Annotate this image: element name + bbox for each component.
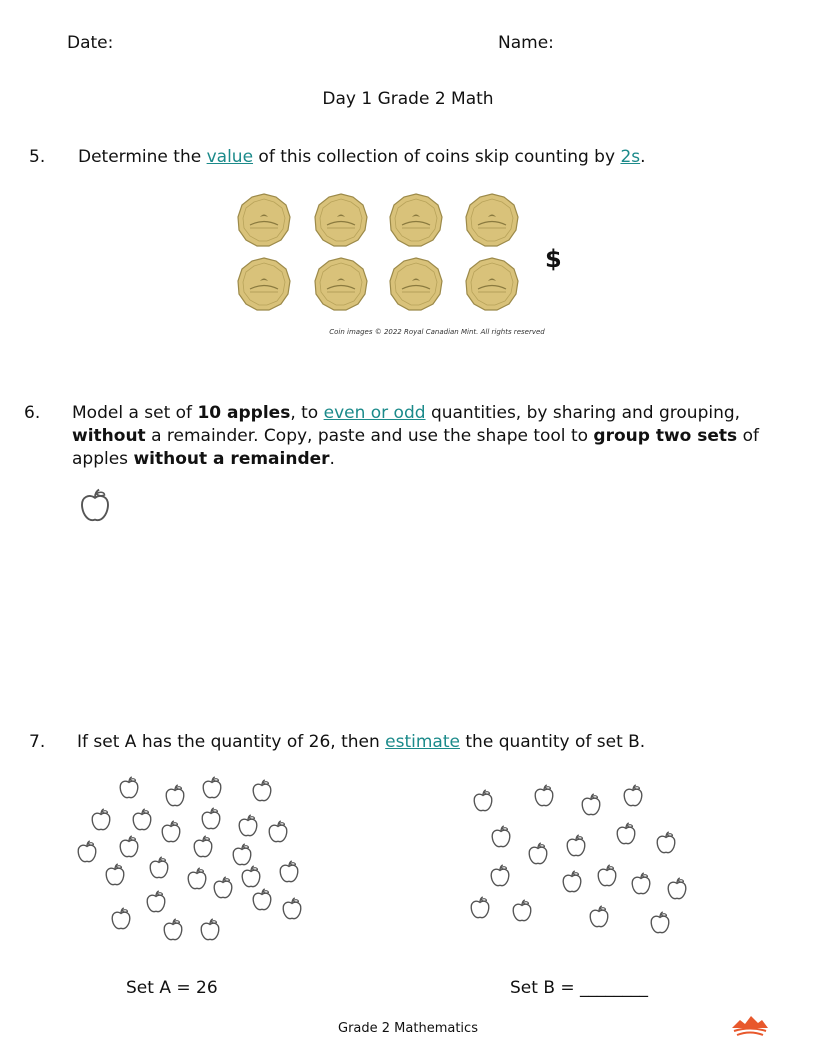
apple-icon bbox=[90, 808, 112, 832]
footer-text: Grade 2 Mathematics bbox=[338, 1021, 478, 1036]
loonie-coin-icon bbox=[388, 256, 444, 312]
coin-image-credit: Coin images © 2022 Royal Canadian Mint. All rights reserved bbox=[329, 328, 545, 336]
apple-icon bbox=[118, 776, 140, 800]
apple-icon bbox=[527, 842, 549, 866]
dollar-answer-field[interactable]: $ bbox=[545, 245, 562, 273]
apple-icon bbox=[649, 911, 671, 935]
apple-icon bbox=[162, 918, 184, 942]
question-5-text: Determine the value of this collection of coins skip counting by 2s. bbox=[78, 147, 646, 167]
apple-icon bbox=[267, 820, 289, 844]
apple-icon bbox=[76, 840, 98, 864]
set-b-answer-blank[interactable]: ________ bbox=[580, 978, 649, 998]
page-title: Day 1 Grade 2 Math bbox=[322, 89, 494, 109]
apple-icon bbox=[200, 807, 222, 831]
apple-icon bbox=[237, 814, 259, 838]
set-a-apples bbox=[70, 770, 310, 950]
apple-icon bbox=[469, 896, 491, 920]
apple-icon bbox=[588, 905, 610, 929]
question-5-number: 5. bbox=[29, 147, 46, 167]
apple-icon bbox=[565, 834, 587, 858]
apple-icon bbox=[278, 860, 300, 884]
apple-icon bbox=[655, 831, 677, 855]
set-b-apples bbox=[460, 775, 700, 945]
even-or-odd-link[interactable]: even or odd bbox=[323, 403, 426, 423]
apple-icon bbox=[201, 776, 223, 800]
apple-icon bbox=[622, 784, 644, 808]
2s-link[interactable]: 2s bbox=[620, 147, 641, 167]
apple-icon bbox=[561, 870, 583, 894]
apple-icon bbox=[110, 907, 132, 931]
set-b-label: Set B = ________ bbox=[510, 978, 649, 998]
set-a-label: Set A = 26 bbox=[126, 978, 218, 998]
question-6-text: Model a set of 10 apples, to even or odd quantities, by sharing and grouping, without a remainder. Copy, paste and use the shape tool to group two sets of apples without a remainder. bbox=[72, 403, 759, 469]
apple-icon bbox=[192, 835, 214, 859]
apple-icon bbox=[666, 877, 688, 901]
apple-icon bbox=[160, 820, 182, 844]
apple-icon bbox=[596, 864, 618, 888]
apple-icon bbox=[104, 863, 126, 887]
apple-icon bbox=[630, 872, 652, 896]
apple-icon bbox=[489, 864, 511, 888]
apple-icon bbox=[490, 825, 512, 849]
apple-icon bbox=[231, 843, 253, 867]
apple-icon bbox=[615, 822, 637, 846]
value-link[interactable]: value bbox=[206, 147, 254, 167]
apple-icon bbox=[118, 835, 140, 859]
apple-icon bbox=[251, 779, 273, 803]
question-7-text: If set A has the quantity of 26, then estimate the quantity of set B. bbox=[77, 732, 646, 752]
loonie-coin-icon bbox=[388, 192, 444, 248]
apple-icon bbox=[472, 789, 494, 813]
apple-icon bbox=[131, 808, 153, 832]
loonie-coin-icon bbox=[313, 256, 369, 312]
loonie-coin-icon bbox=[236, 256, 292, 312]
apple-icon bbox=[580, 793, 602, 817]
coin-collection bbox=[236, 192, 536, 316]
date-label: Date: bbox=[67, 33, 114, 53]
loonie-coin-icon bbox=[464, 256, 520, 312]
mountain-logo-icon bbox=[730, 1012, 770, 1038]
apple-icon bbox=[251, 888, 273, 912]
apple-icon bbox=[212, 876, 234, 900]
apple-icon bbox=[281, 897, 303, 921]
apple-icon[interactable] bbox=[80, 488, 110, 524]
question-6-number: 6. bbox=[24, 403, 41, 423]
apple-icon bbox=[199, 918, 221, 942]
apple-icon bbox=[164, 784, 186, 808]
apple-icon bbox=[511, 899, 533, 923]
question-7-number: 7. bbox=[29, 732, 46, 752]
apple-icon bbox=[186, 867, 208, 891]
apple-icon bbox=[148, 856, 170, 880]
apple-icon bbox=[533, 784, 555, 808]
estimate-link[interactable]: estimate bbox=[385, 732, 460, 752]
loonie-coin-icon bbox=[236, 192, 292, 248]
loonie-coin-icon bbox=[464, 192, 520, 248]
apple-icon bbox=[240, 865, 262, 889]
loonie-coin-icon bbox=[313, 192, 369, 248]
apple-icon bbox=[145, 890, 167, 914]
name-label: Name: bbox=[498, 33, 554, 53]
